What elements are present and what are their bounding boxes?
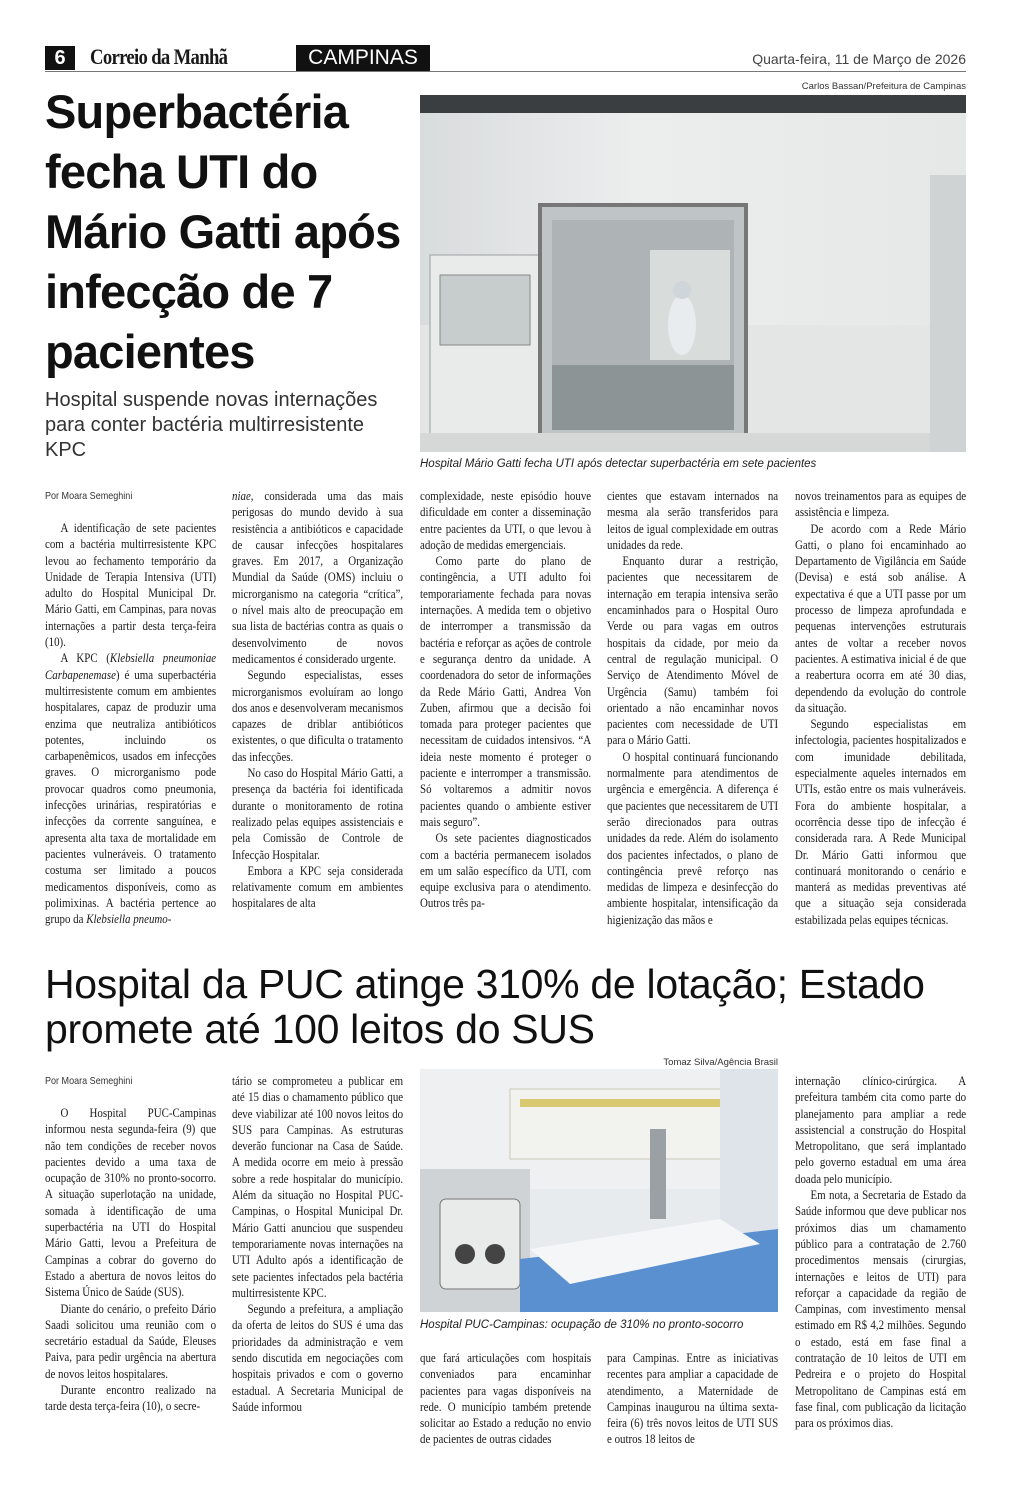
paragraph (232, 765, 403, 863)
paragraph (420, 1350, 591, 1448)
paragraph-text: Como parte do plano de contingência, a UTI adulto foi temporariamente fechada para novas internações. A medida tem o objetivo de interromper a transmissão da bactéria e reforçar as ações de controle e segurança dentro da unidade. A coordenadora do setor de informações da Rede Mário Gatti, Andrea Von Zuben, afirmou que a decisão foi tomada para proteger pacientes que necessitam de cuidados intensivos. “A ideia neste momento é proteger o paciente e interromper a transmissão. Só voltaremos a admitir novos pacientes quando o ambiente estiver mais seguro”. (420, 554, 592, 829)
article1-column-4 (607, 488, 778, 928)
paragraph-text: A KPC ( (60, 651, 110, 666)
paragraph (232, 1301, 403, 1415)
article1-column-3 (420, 488, 591, 912)
paragraph (607, 488, 778, 553)
newspaper-name: Correio da Manhã (90, 44, 228, 69)
article2-headline: Hospital da PUC atinge 310% de lotação; Estado promete até 100 leitos do SUS (45, 961, 925, 1052)
paragraph-text: cientes que estavam internados na mesma ala serão transferidos para leitos de igual complexidade em outras unidades da rede. (607, 489, 779, 552)
paragraph-text: Em nota, a Secretaria de Estado da Saúde informou que deve publicar nos próximos dias um chamamento público para a contratação de 2.760 procedimentos mensais (cirurgias, internações e leitos de UTI) para reforçar a capacidade da região de Campinas, com investimento mensal estimado em R$ 4,2 milhões. Segundo o estado, está em fase final a contratação de 10 leitos de UTI em Pedreira e o projeto do Hospital Metropolitano de Campinas está em fase final, com publicação da licitação para os próximos dias. (795, 1188, 967, 1431)
paragraph-text: internação clínico-cirúrgica. A prefeitura também cita como parte do planejamento para ampliar a rede assistencial a construção do Hospital Metropolitano, que será implantado pelo governo estadual em uma área doada pelo município. (795, 1074, 967, 1186)
paragraph-text: De acordo com a Rede Mário Gatti, o plano foi encaminhado ao Departamento de Vigilância em Saúde (Devisa) e está sob análise. A expectativa é que a UTI passe por um processo de limpeza aprofundada e pequenas intervenções estruturais antes de voltar a receber novos pacientes. A estimativa inicial é de que a reabertura ocorra em até 30 dias, dependendo da evolução do controle da situação. (795, 521, 967, 715)
paragraph (420, 488, 591, 553)
paragraph-text: Embora a KPC seja considerada relativamente comum em ambientes hospitalares de alta (232, 863, 404, 911)
paragraph-text: No caso do Hospital Mário Gatti, a presença da bactéria foi identificada durante o monitoramento de rotina realizado pelas equipes assistenciais e pela Comissão de Controle de Infecção Hospitalar. (232, 766, 404, 862)
italic-text: Klebsiella pneumoniae Carbapenemase (45, 651, 217, 682)
article1-photo-caption: Hospital Mário Gatti fecha UTI após detectar superbactéria em sete pacientes (420, 458, 817, 470)
article2-photo-credit: Tomaz Silva/Agência Brasil (663, 1057, 778, 1068)
article1-column-1 (45, 488, 216, 927)
article1-column-5 (795, 488, 966, 928)
article2-byline: Por Moara Semeghini (45, 1075, 133, 1087)
article2-column-4 (607, 1350, 778, 1448)
article1-photo-credit: Carlos Bassan/Prefeitura de Campinas (801, 81, 966, 92)
article1-column-2 (232, 488, 403, 912)
paragraph-text: complexidade, neste episódio houve dificuldade em conter a disseminação entre pacientes da UTI, o que levou à adoção de medidas emergenciais. (420, 489, 592, 552)
article2-column-1 (45, 1073, 216, 1415)
article1-subhead: Hospital suspende novas internações para conter bactéria multirresistente KPC (45, 389, 378, 461)
paragraph (45, 1382, 216, 1415)
paragraph (232, 1073, 403, 1301)
article2-photo-caption: Hospital PUC-Campinas: ocupação de 310% no pronto-socorro (420, 1319, 744, 1331)
paragraph (232, 863, 403, 912)
paragraph (795, 521, 966, 717)
article1-photo-icu (420, 95, 966, 452)
article1-byline: Por Moara Semeghini (45, 490, 133, 502)
paragraph-text: Segundo a prefeitura, a ampliação da oferta de leitos do SUS é uma das prioridades da administração e vem sendo discutida em negociações com hospitais privados e com o governo estadual. A Secretaria Municipal de Saúde informou (232, 1302, 404, 1414)
section-label: CAMPINAS (296, 45, 430, 71)
paragraph-text: Os sete pacientes diagnosticados com a bactéria permanecem isolados em um salão específico da UTI, com equipe exclusiva para o atendimento. Outros três pa- (420, 831, 592, 911)
paragraph (420, 553, 591, 830)
paragraph (420, 830, 591, 911)
paragraph (795, 1187, 966, 1431)
page-number: 6 (45, 46, 75, 70)
paragraph-text: Enquanto durar a restrição, pacientes que necessitarem de internação em terapia intensiva serão encaminhados para o Hospital Ouro Verde ou para vagas em outros hospitais da cidade, por meio da central de regulação municipal. O Serviço de Atendimento Móvel de Urgência (Samu) também foi orientado a não encaminhar novos pacientes com necessidade de UTI para o Mário Gatti. (607, 554, 779, 748)
paragraph (45, 520, 216, 650)
paragraph (232, 667, 403, 765)
paragraph-text: Durante encontro realizado na tarde desta terça-feira (10), o secre- (45, 1383, 217, 1414)
header-divider (45, 71, 966, 72)
paragraph (232, 488, 403, 667)
paragraph (795, 1073, 966, 1187)
paragraph-text: para Campinas. Entre as iniciativas recentes para ampliar a capacidade de atendimento, a Maternidade de Campinas inaugurou na última sexta-feira (6) três novos leitos de UTI SUS e outros 18 leitos de (607, 1351, 779, 1447)
paragraph-text: O Hospital PUC-Campinas informou nesta segunda-feira (9) que não tem condições de receber novos pacientes devido a uma taxa de ocupação de 310% no pronto-socorro. A situação superlotação na unidade, somada à identificação de uma superbactéria na UTI do Hospital Mário Gatti, levou a Prefeitura de Campinas a cobrar do governo do Estado a abertura de novos leitos do Sistema Único de Saúde (SUS). (45, 1106, 217, 1300)
paragraph-text: Segundo especialistas em infectologia, pacientes hospitalizados e com imunidade debilitada, especialmente aqueles internados em UTIs, estão entre os mais vulneráveis. Fora do ambiente hospitalar, a ocorrência desse tipo de infecção é considerada rara. A Rede Municipal Dr. Mário Gatti informou que continuará monitorando o cenário e manterá as medidas preventivas até que a situação seja considerada estabilizada pelas equipes técnicas. (795, 717, 967, 927)
paragraph (607, 749, 778, 928)
paragraph (607, 1350, 778, 1448)
paragraph (795, 716, 966, 928)
paragraph-text: que fará articulações com hospitais conveniados para encaminhar pacientes para vagas disponíveis na rede. O município também pretende solicitar ao Estado a redução no envio de pacientes de outras cidades (420, 1351, 592, 1447)
italic-text: niae (232, 489, 251, 503)
paragraph (45, 1301, 216, 1382)
paragraph-text: tário se comprometeu a publicar em até 15 dias o chamamento público que deve viabilizar até 100 novos leitos do SUS para Campinas. As estruturas deverão funcionar na Casa de Saúde. A medida ocorre em meio à pressão sobre a rede hospitalar do município. Além da situação no Hospital PUC-Campinas, o Hospital Municipal Dr. Mário Gatti anunciou que suspendeu temporariamente novas internações na UTI Adulto após a identificação de sete pacientes infectados pela bactéria multirresistente KPC. (232, 1074, 404, 1300)
paragraph (45, 650, 216, 927)
paragraph-text: novos treinamentos para as equipes de assistência e limpeza. (795, 489, 967, 520)
article2-column-2 (232, 1073, 403, 1415)
paragraph-text: A identificação de sete pacientes com a bactéria multirresistente KPC levou ao fechamento temporário da Unidade de Terapia Intensiva (UTI) adulto do Hospital Municipal Dr. Mário Gatti, em Campinas, para novas internações a partir desta terça-feira (10). (45, 521, 217, 650)
paragraph (795, 488, 966, 521)
italic-text: Klebsiella pneumo- (86, 912, 172, 927)
paragraph (607, 553, 778, 749)
paragraph-text: O hospital continuará funcionando normalmente para atendimentos de urgência e emergência. A diferença é que pacientes que necessitarem de UTI serão direcionados para outras unidades da rede. Além do isolamento dos pacientes infectados, o plano de contingência prevê reforço nas medidas de limpeza e desinfecção do ambiente hospitalar, intensificação da higienização das mãos e (607, 749, 779, 927)
paragraph-text: Diante do cenário, o prefeito Dário Saadi solicitou uma reunião com o secretário estadual da Saúde, Eleuses Paiva, para pedir urgência na abertura de novos leitos hospitalares. (45, 1301, 217, 1381)
paragraph (45, 1105, 216, 1301)
article2-photo-hospital-room (420, 1069, 778, 1312)
paragraph-text: , considerada uma das mais perigosas do mundo devido à sua resistência a antibióticos e capacidade de causar infecções hospitalares graves. Em 2017, a Organização Mundial da Saúde (OMS) incluiu o microrganismo na categoria “crítica”, o nível mais alto de preocupação em sua lista de bactérias contra as quais o desenvolvimento de novos medicamentos é considerado urgente. (232, 489, 404, 666)
paragraph-text: Segundo especialistas, esses microrganismos evoluíram ao longo dos anos e desenvolveram mecanismos capazes de driblar antibióticos existentes, o que dificulta o tratamento das infecções. (232, 668, 404, 764)
article1-headline: Superbactéria fecha UTI do Mário Gatti após infecção de 7 pacientes (45, 85, 401, 378)
paragraph-text: ) é uma superbactéria multirresistente comum em ambientes hospitalares, capaz de produzir uma enzima que neutraliza antibióticos potentes, incluindo os carbapenêmicos, usados em infecções graves. O microrganismo pode provocar quadros como pneumonia, infecções urinárias, respiratórias e infecções da corrente sanguínea, e apresenta alta taxa de mortalidade em pacientes vulneráveis. O tratamento costuma ser limitado a poucos medicamentos disponíveis, como as polimixinas. A bactéria pertence ao grupo da (45, 667, 217, 927)
article2-column-5 (795, 1073, 966, 1432)
article2-column-3 (420, 1350, 591, 1448)
issue-date: Quarta-feira, 11 de Março de 2026 (752, 51, 966, 67)
